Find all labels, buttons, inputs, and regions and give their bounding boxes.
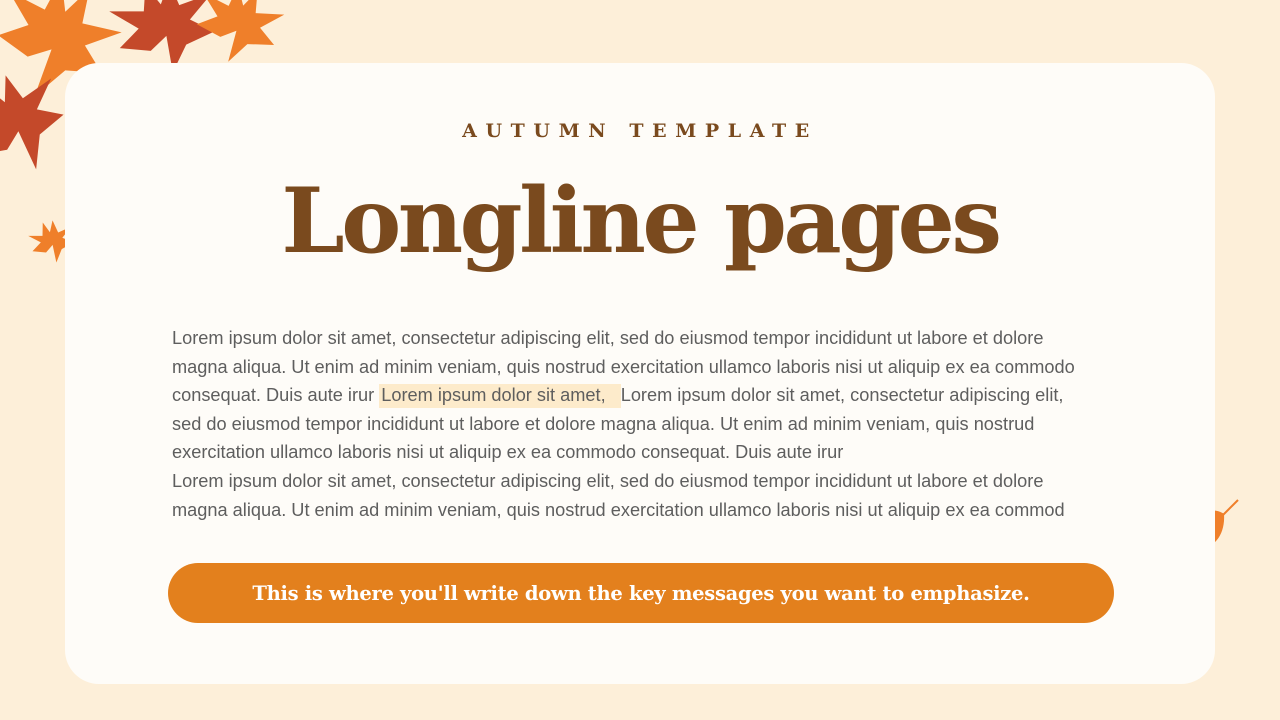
paragraph-line: magna aliqua. Ut enim ad minim veniam, quis nostrud exercitation ullamco laboris nisi ut aliquip ex ea commod [172, 499, 1065, 520]
maple-leaf-icon [190, 0, 285, 65]
slide-eyebrow: AUTUMN TEMPLATE [462, 120, 818, 142]
paragraph-line [172, 384, 1063, 408]
paragraph-text: consequat. Duis aute irur [172, 385, 380, 406]
paragraph-line: Lorem ipsum dolor sit amet, consectetur adipiscing elit, sed do eiusmod tempor incididunt ut labore et dolore [172, 470, 1044, 491]
paragraph-line: exercitation ullamco laboris nisi ut aliquip ex ea commodo consequat. Duis aute irur [172, 442, 844, 463]
key-message-text: This is where you'll write down the key messages you want to emphasize. [252, 581, 1030, 605]
paragraph-line: sed do eiusmod tempor incididunt ut labore et dolore magna aliqua. Ut enim ad minim veniam, quis nostrud [172, 413, 1035, 434]
paragraph-line: Lorem ipsum dolor sit amet, consectetur adipiscing elit, sed do eiusmod tempor incididunt ut labore et dolore [172, 328, 1044, 348]
paragraph-text: Lorem ipsum dolor sit amet, consectetur adipiscing elit, [620, 385, 1064, 406]
highlighted-text: Lorem ipsum dolor sit amet, [379, 384, 620, 408]
paragraph-line: magna aliqua. Ut enim ad minim veniam, quis nostrud exercitation ullamco laboris nisi ut aliquip ex ea commodo [172, 356, 1075, 377]
body-paragraph [172, 324, 1132, 524]
key-message-banner [168, 563, 1114, 623]
slide-title: Longline pages [281, 168, 999, 274]
